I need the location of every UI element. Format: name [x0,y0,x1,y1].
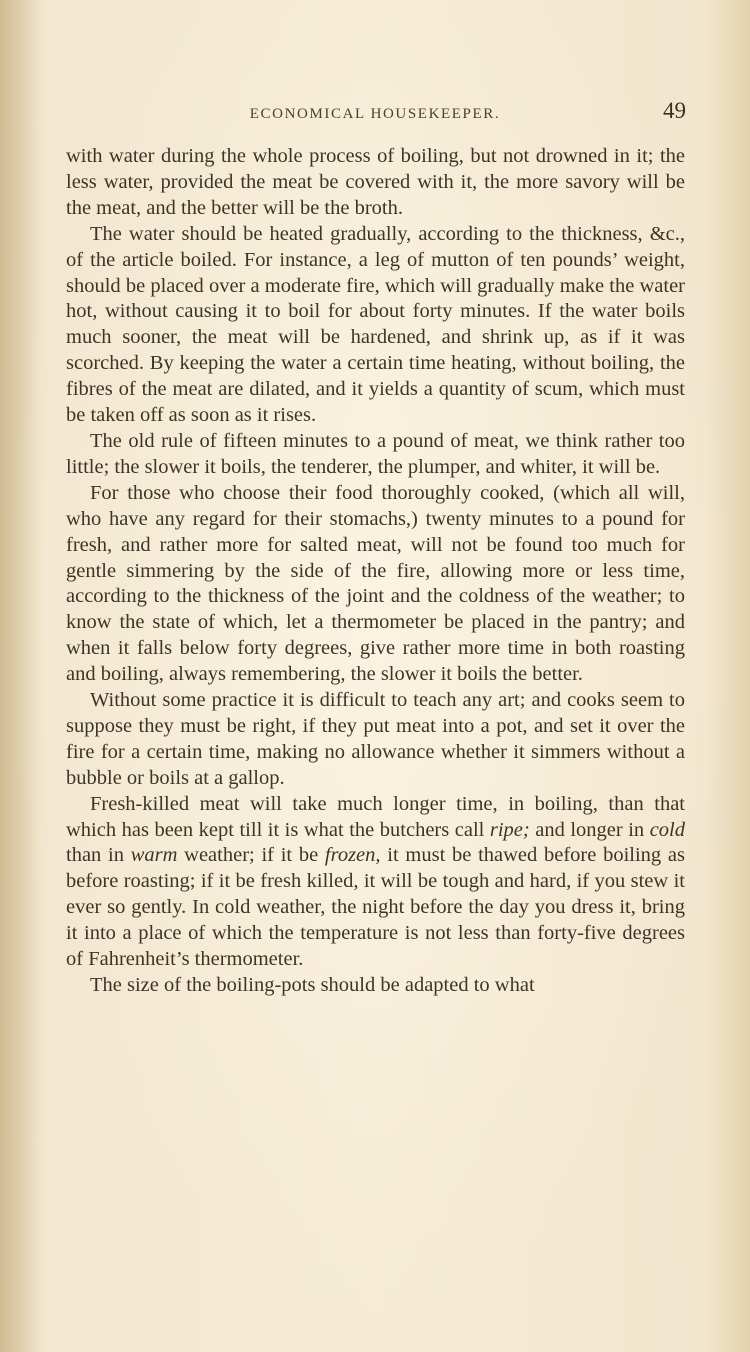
italic-run: frozen, [324,844,381,867]
spine-shadow [0,0,40,1352]
text-run: The size of the boiling-pots should be adapted to what [90,974,535,996]
running-head-title: ECONOMICAL HOUSEKEEPER. [249,106,501,122]
paragraph [66,481,685,688]
page-number: 49 [663,98,686,123]
running-head [60,98,690,128]
text-run: than in [66,844,131,867]
text-run: For those who choose their food thoroughly cooked, (which all will, who have any regard for their stomachs,) twenty minutes to a pound for fresh, and rather more for salted meat, will not be found too much for gentle simmering by the side of the fire, allowing more or less time, according to the thickness of the joint and the coldness of the weather; to know the state of which, let a thermometer be placed in the pantry; and when it falls below forty degrees, give rather more time in both roasting and boiling, always remembering, the slower it boils the better. [66,481,685,686]
paragraph [66,973,685,999]
italic-run: cold [649,818,685,841]
paragraph [66,144,685,222]
paragraph [66,792,685,973]
text-run: with water during the whole process of boiling, but not drowned in it; the less water, provided the meat be covered with it, the more savory will be the meat, and the better will be the broth. [66,145,685,219]
text-run: The old rule of fifteen minutes to a pound of meat, we think rather too little; the slower it boils, the tenderer, the plumper, and whiter, it will be. [66,429,685,478]
text-run: Fresh-killed meat will take much longer time, in boiling, than that which has been kept till it is what the butchers call [66,792,685,841]
paragraph [66,688,685,792]
paragraph [66,222,685,429]
italic-run: ripe; [489,818,530,841]
body-text [66,144,685,999]
paragraph [66,429,685,481]
text-run: Without some practice it is difficult to teach any art; and cooks seem to suppose they must be right, if they put meat into a pot, and set it over the fire for a certain time, making no allowance whether it simmers without a bubble or boils at a gallop. [66,689,685,789]
text-run: and longer in [529,818,650,841]
text-run: weather; if it be [177,844,325,867]
italic-run: warm [130,844,178,867]
text-run: The water should be heated gradually, according to the thickness, &c., of the article boiled. For instance, a leg of mutton of ten pounds’ weight, should be placed over a moderate fire, which will gradually make the water hot, without causing it to boil for about forty minutes. If the water boils much sooner, the meat will be hardened, and shrink up, as if it was scorched. By keeping the water a certain time heating, without boiling, the fibres of the meat are dilated, and it yields a quantity of scum, which must be taken off as soon as it rises. [66,222,685,427]
text-run: it must be thawed before boiling as before roasting; if it be fresh killed, it will be tough and hard, if you stew it ever so gently. In cold weather, the night before the day you dress it, bring it into a place of which the temperature is not less than forty-five degrees of Fahrenheit’s thermometer. [66,844,685,971]
